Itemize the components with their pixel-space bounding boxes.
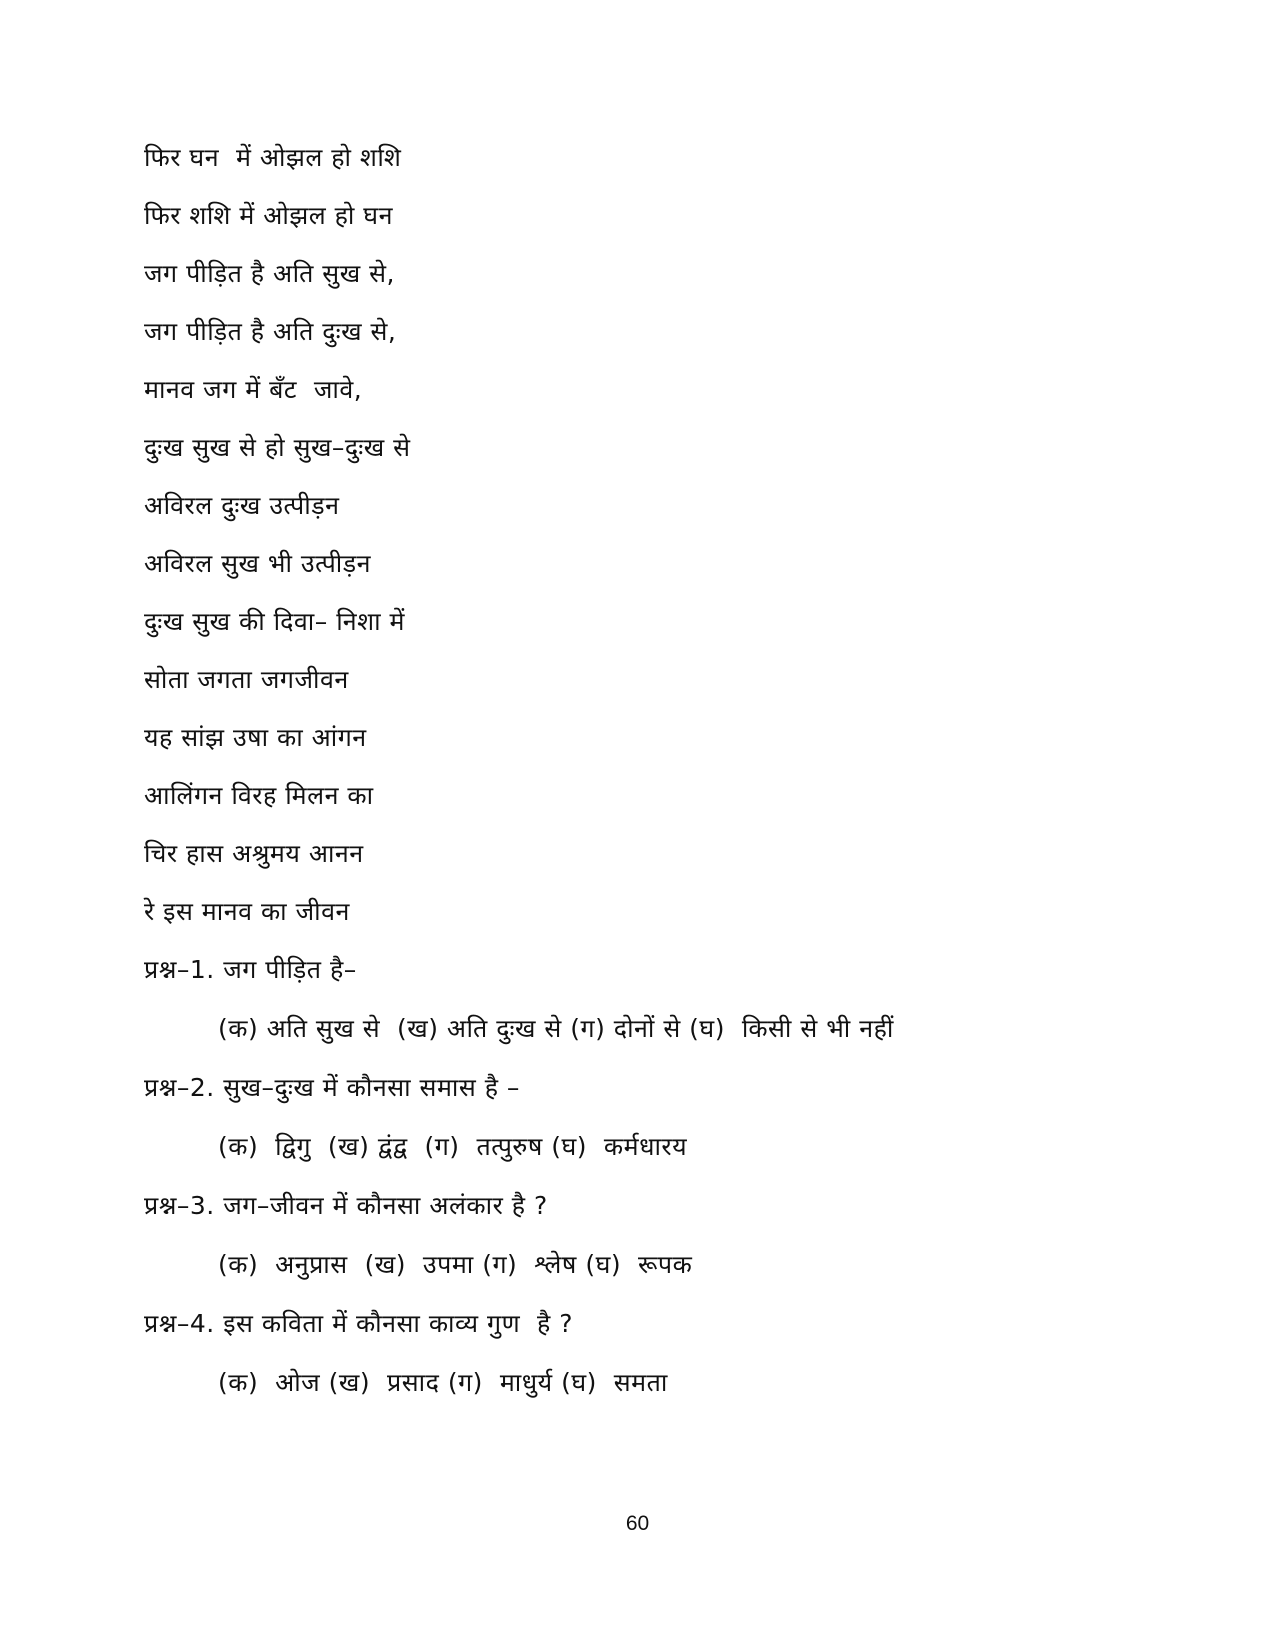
question-2-options: (क) द्विगु (ख) द्वंद्व (ग) तत्पुरुष (घ) कर्मधारय <box>218 1132 688 1161</box>
poem-line: दुःख सुख की दिवा– निशा में <box>144 607 405 636</box>
poem-line: यह सांझ उषा का आंगन <box>144 723 367 752</box>
poem-line: दुःख सुख से हो सुख–दुःख से <box>144 433 411 462</box>
poem-line: सोता जगता जगजीवन <box>144 665 349 694</box>
question-2: प्रश्न–2. सुख–दुःख में कौनसा समास है – <box>144 1073 520 1102</box>
poem-line: चिर हास अश्रुमय आनन <box>144 839 364 868</box>
poem-line: फिर घन में ओझल हो शशि <box>144 143 402 172</box>
poem-line: फिर शशि में ओझल हो घन <box>144 201 393 230</box>
question-3: प्रश्न–3. जग–जीवन में कौनसा अलंकार है ? <box>144 1191 548 1220</box>
question-4: प्रश्न–4. इस कविता में कौनसा काव्य गुण है ? <box>144 1309 574 1338</box>
question-3-options: (क) अनुप्रास (ख) उपमा (ग) श्लेष (घ) रूपक <box>218 1250 693 1279</box>
poem-line: आलिंगन विरह मिलन का <box>144 781 374 810</box>
poem-line: अविरल सुख भी उत्पीड़न <box>144 549 372 578</box>
page-number: 60 <box>625 1512 650 1535</box>
poem-line: जग पीड़ित है अति दुःख से, <box>144 317 397 346</box>
poem-line: मानव जग में बँट जावे, <box>144 375 363 404</box>
question-1: प्रश्न–1. जग पीड़ित है– <box>144 955 357 984</box>
poem-line: जग पीड़ित है अति सुख से, <box>144 259 395 288</box>
question-1-options: (क) अति सुख से (ख) अति दुःख से (ग) दोनों से (घ) किसी से भी नहीं <box>218 1014 894 1043</box>
poem-line: अविरल दुःख उत्पीड़न <box>144 491 340 520</box>
poem-line: रे इस मानव का जीवन <box>144 897 350 926</box>
question-4-options: (क) ओज (ख) प्रसाद (ग) माधुर्य (घ) समता <box>218 1368 668 1397</box>
